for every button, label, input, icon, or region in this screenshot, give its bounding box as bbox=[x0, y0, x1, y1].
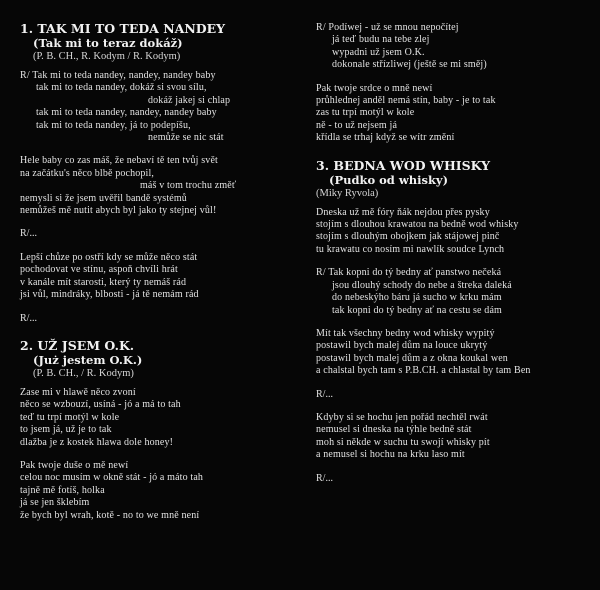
lyric-line: tajně mě fotíš, holka bbox=[20, 484, 105, 496]
chorus-repeat: R/... bbox=[20, 312, 37, 324]
lyric-line: tak kopni do tý bedny ať na cestu se dám bbox=[332, 304, 502, 316]
song-subtitle: (Pudko od whisky) bbox=[329, 172, 449, 187]
chorus-stanza bbox=[316, 267, 588, 317]
lyric-line: Hele baby co zas máš, že nebaví tě ten tvůj svět bbox=[20, 155, 218, 167]
left-column bbox=[20, 22, 305, 533]
lyric-line: že bych byl wrah, kotě - no to we mně není bbox=[20, 509, 200, 521]
lyric-line: zas tu trpí motýl w kole bbox=[316, 107, 415, 119]
song-credit: (Miky Ryvola) bbox=[316, 187, 379, 199]
lyric-line: máš v tom trochu změť bbox=[140, 180, 237, 192]
verse-stanza bbox=[20, 252, 305, 302]
verse-stanza bbox=[316, 412, 588, 462]
chorus-stanza bbox=[316, 22, 588, 72]
lyric-line: stojím s dlouhým obojkem jak stájowej pinč bbox=[316, 231, 500, 243]
lyric-line: moh si někde w suchu tu swojí whisky pít bbox=[316, 436, 490, 448]
song-subtitle: (Już jestem O.K.) bbox=[33, 352, 143, 367]
song-2 bbox=[20, 339, 305, 522]
lyric-line: tak mi to teda nandey, já to podepíšu, bbox=[36, 119, 191, 131]
song-subtitle: (Tak mi to teraz dokáž) bbox=[33, 36, 183, 50]
verse-stanza bbox=[316, 328, 588, 378]
song-credit: (P. B. CH., / R. Kodym) bbox=[33, 367, 134, 379]
lyric-line: teď tu trpí motýl w kole bbox=[20, 411, 120, 423]
chorus-repeat: R/... bbox=[316, 388, 333, 400]
lyric-line: postawil bych malej dům a z okna koukal wen bbox=[316, 352, 508, 364]
lyric-line: do nebeskýho báru já sucho w krku mám bbox=[332, 292, 502, 304]
lyric-line: tak mi to teda nandey, dokáž si svou sílu, bbox=[36, 82, 207, 94]
lyric-line: dlažba je z kostek hlawa dole honey! bbox=[20, 436, 174, 448]
lyric-line: dokonale střízliwej (ještě se mi směj) bbox=[332, 59, 487, 71]
lyric-line: ně - to už nejsem já bbox=[316, 119, 398, 131]
lyric-line: nemusel si dneska na týhle bedně stát bbox=[316, 424, 472, 436]
lyric-line: Dneska už mě fóry ňák nejdou přes pysky bbox=[316, 206, 490, 218]
lyric-line: já teď budu na tebe zlej bbox=[332, 34, 430, 46]
song-title: 2. UŽ JSEM O.K. bbox=[20, 337, 135, 353]
lyric-line: jsi vůl, mindráky, blbosti - já tě nemám rád bbox=[20, 289, 199, 301]
lyric-line: na začátku's něco blbě pochopil, bbox=[20, 167, 155, 179]
lyric-line: R/ Tak mi to teda nandey, nandey, nandey baby bbox=[20, 70, 216, 81]
lyric-line: to jsem já, už je to tak bbox=[20, 424, 112, 436]
song-title: 3. BEDNA WOD WHISKY bbox=[316, 157, 491, 173]
lyric-line: Zase mi v hlawě něco zvoní bbox=[20, 386, 136, 398]
verse-stanza bbox=[316, 207, 588, 257]
lyric-line: něco se wzbouzí, usíná - jó a má to tah bbox=[20, 399, 181, 411]
song-2-continued bbox=[316, 22, 588, 145]
lyric-line: celou noc musím w okně stát - jó a máto tah bbox=[20, 472, 204, 484]
song-credit: (P. B. CH., R. Kodym / R. Kodym) bbox=[33, 51, 181, 62]
chorus-repeat: R/... bbox=[20, 228, 37, 240]
right-column bbox=[316, 22, 588, 496]
lyric-line: Pak twoje srdce o mně newí bbox=[316, 82, 433, 94]
verse-stanza bbox=[20, 460, 305, 522]
verse-stanza bbox=[20, 155, 305, 217]
song-1 bbox=[20, 22, 305, 325]
lyric-line: křídla se trhaj když se wítr změní bbox=[316, 132, 455, 144]
lyric-line: Lepší chůze po ostří kdy se může něco stát bbox=[20, 251, 198, 263]
lyric-line: průhlednej anděl nemá stín, baby - je to tak bbox=[316, 95, 496, 107]
lyric-line: nemysli si že jsem uvěřil bandě systémů bbox=[20, 192, 187, 204]
lyric-line: v kanále mít starosti, který ty nemáš rád bbox=[20, 276, 187, 288]
chorus-stanza bbox=[20, 70, 305, 144]
lyric-line: a nemusel si hochu na krku laso mít bbox=[316, 449, 465, 461]
lyric-line: R/ Tak kopni do tý bedny ať panstwo nečeká bbox=[316, 267, 502, 279]
lyric-line: stojím s dlouhou krawatou na bedně wod whisky bbox=[316, 219, 519, 231]
lyric-line: nemůžeš mě nutit abych byl jako ty stejnej vůl! bbox=[20, 205, 217, 217]
lyric-line: pochodovat ve stínu, aspoň chvíli hrát bbox=[20, 264, 178, 276]
lyric-line: jsou dlouhý schody do nebe a štreka daleká bbox=[332, 279, 512, 291]
lyric-line: Kdyby si se hochu jen pořád nechtěl rwát bbox=[316, 411, 488, 423]
song-3 bbox=[316, 159, 588, 485]
lyric-line: wypadni už jsem O.K. bbox=[332, 46, 425, 58]
lyric-line: nemůže se nic stát bbox=[148, 132, 224, 144]
chorus-repeat: R/... bbox=[316, 472, 333, 484]
lyric-line: tu krawatu co nosím mi nawlík soudce Lynch bbox=[316, 243, 505, 255]
song-title: 1. TAK MI TO TEDA NANDEY bbox=[20, 21, 226, 36]
lyric-line: dokáž jakej si chlap bbox=[148, 94, 231, 106]
verse-stanza bbox=[316, 83, 588, 145]
lyric-line: R/ Podíwej - už se mnou nepočítej bbox=[316, 22, 459, 33]
lyric-line: Pak twoje duše o mě newí bbox=[20, 459, 129, 471]
lyric-line: postawil bych malej dům na louce ukrytý bbox=[316, 340, 488, 352]
lyric-line: tak mi to teda nandey, nandey, nandey baby bbox=[36, 107, 217, 119]
lyric-line: a chalstal bych tam s P.B.CH. a chlastal by tam Ben bbox=[316, 365, 531, 377]
lyric-line: Mít tak všechny bedny wod whisky wypitý bbox=[316, 327, 495, 339]
lyric-line: já se jen šklebím bbox=[20, 497, 90, 509]
verse-stanza bbox=[20, 387, 305, 449]
